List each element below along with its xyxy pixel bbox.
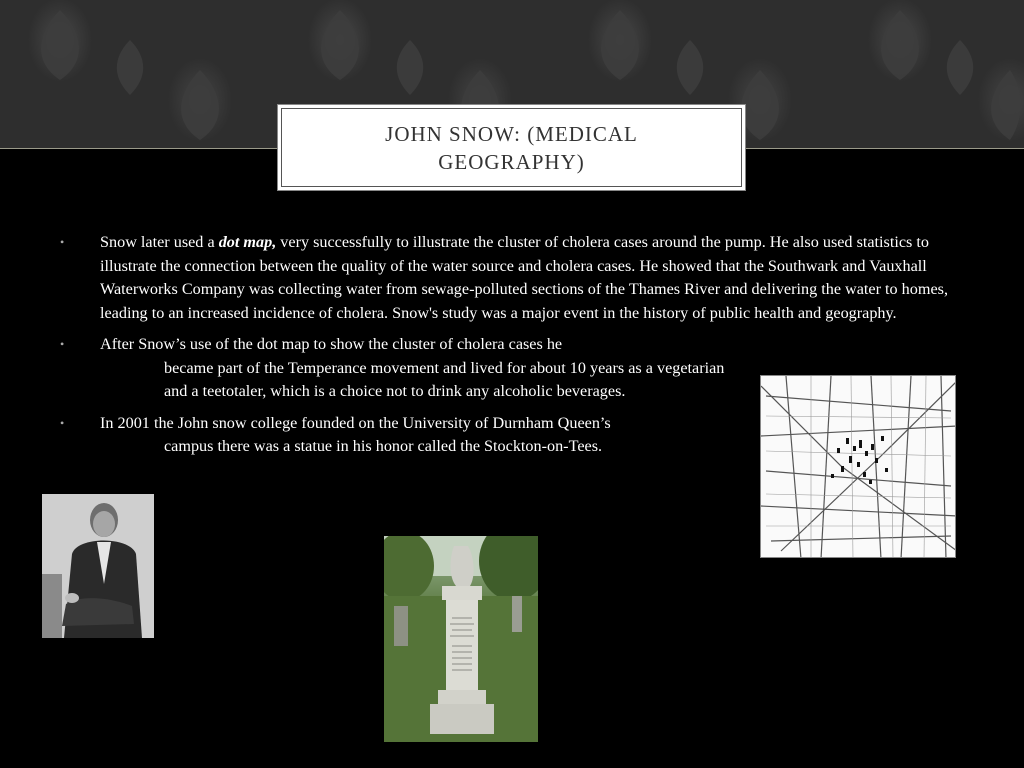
map-drawing: [761, 376, 956, 558]
portrait-drawing: [42, 494, 154, 638]
bullet-3-line1: In 2001 the John snow college founded on the University of Durnham Queen’s: [100, 413, 611, 432]
bullet-1-emphasis: dot map,: [218, 233, 277, 251]
bullet-item-3: [60, 412, 760, 459]
cholera-dot-map-image: [760, 375, 956, 558]
bullet-text-1: [100, 231, 960, 325]
bullet-1-post: very successfully to illustrate the cluster of cholera cases around the pump. He also used statistics to illustrate the connection between the quality of the water source and cholera cases. He showed that the Southwark and Vauxhall Waterworks Company was collecting water from sewage-polluted sections of the Thames River and delivering the water to homes, leading to an increased incidence of cholera. Snow's study was a major event in the history of public health and geography.: [100, 233, 948, 322]
title-box: [277, 104, 746, 191]
slide-title: JOHN SNOW: (MEDICAL GEOGRAPHY): [385, 121, 638, 174]
bullet-item-2: [60, 333, 740, 404]
gravestone-drawing: [384, 536, 538, 742]
bullet-2-line1: After Snow’s use of the dot map to show the cluster of cholera cases he: [100, 335, 563, 353]
bullet-marker: •: [60, 337, 65, 351]
bullet-1-pre: Snow later used a: [100, 233, 219, 251]
bullet-3-continuation: campus there was a statue in his honor called the Stockton-on-Tees.: [164, 437, 603, 455]
bullet-2-continuation: became part of the Temperance movement and lived for about 10 years as a vegetarian and a teetotaler, which is a choice not to drink any alcoholic beverages.: [164, 358, 725, 400]
bullet-marker: •: [60, 415, 65, 430]
bullet-item-1: [60, 231, 960, 325]
john-snow-portrait-image: [42, 494, 154, 638]
bullet-marker: •: [60, 235, 65, 249]
gravestone-photo: [384, 536, 538, 742]
